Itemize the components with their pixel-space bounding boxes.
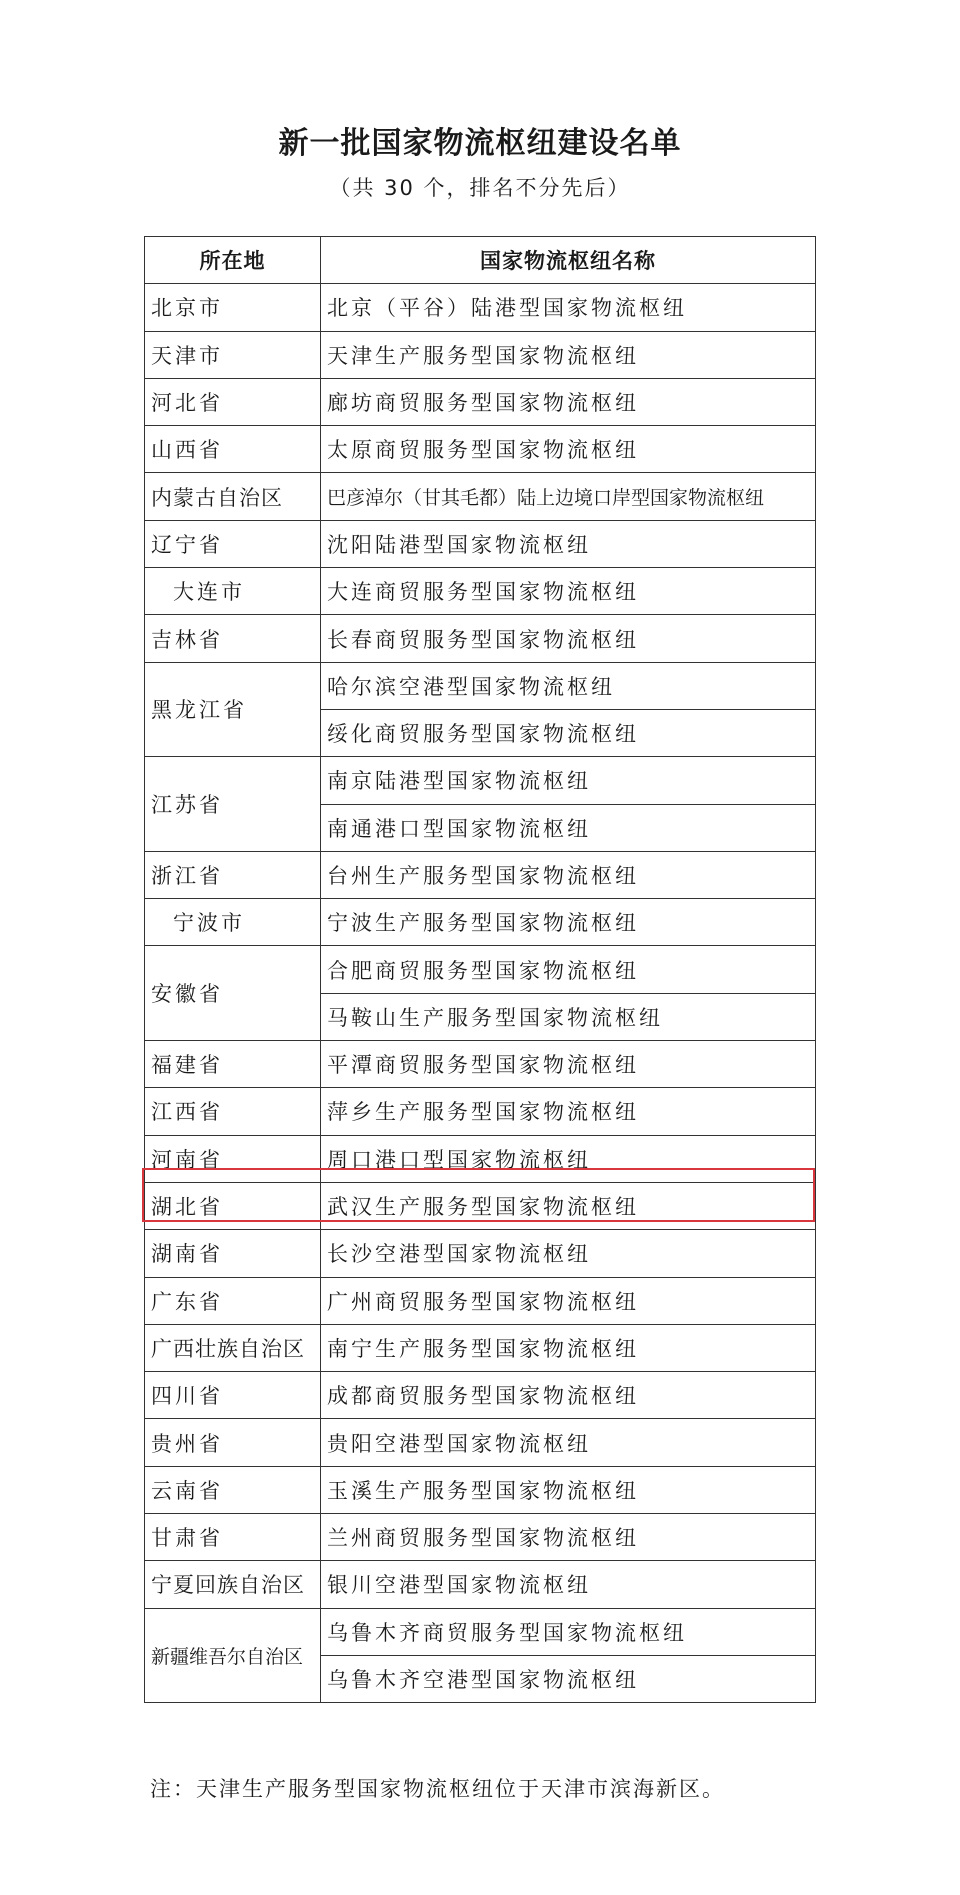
hub-name-cell: 天津生产服务型国家物流枢纽 <box>321 331 816 378</box>
hub-name-cell: 银川空港型国家物流枢纽 <box>321 1561 816 1608</box>
table-row <box>145 1277 816 1324</box>
location-cell: 四川省 <box>145 1372 321 1419</box>
hub-name-cell: 萍乡生产服务型国家物流枢纽 <box>321 1088 816 1135</box>
location-cell: 宁波市 <box>145 899 321 946</box>
table-row <box>145 1608 816 1655</box>
header-hub-name: 国家物流枢纽名称 <box>321 237 816 284</box>
hub-name-cell: 北京（平谷）陆港型国家物流枢纽 <box>321 284 816 331</box>
table-row <box>145 1182 816 1229</box>
hub-name-cell: 巴彦淖尔（甘其毛都）陆上边境口岸型国家物流枢纽 <box>321 473 816 520</box>
hub-name-cell: 哈尔滨空港型国家物流枢纽 <box>321 662 816 709</box>
table-row <box>145 520 816 567</box>
table-row <box>145 473 816 520</box>
location-cell: 福建省 <box>145 1041 321 1088</box>
table-row <box>145 378 816 425</box>
table-row <box>145 757 816 804</box>
table-row <box>145 331 816 378</box>
hub-name-cell: 玉溪生产服务型国家物流枢纽 <box>321 1466 816 1513</box>
hub-name-cell: 南京陆港型国家物流枢纽 <box>321 757 816 804</box>
table-row <box>145 1324 816 1371</box>
hub-name-cell: 长春商贸服务型国家物流枢纽 <box>321 615 816 662</box>
location-cell: 天津市 <box>145 331 321 378</box>
table-row-highlighted <box>145 1135 816 1182</box>
hub-name-cell: 绥化商贸服务型国家物流枢纽 <box>321 709 816 756</box>
hub-name-cell: 兰州商贸服务型国家物流枢纽 <box>321 1514 816 1561</box>
header-location: 所在地 <box>145 237 321 284</box>
location-cell: 浙江省 <box>145 851 321 898</box>
hub-name-cell: 成都商贸服务型国家物流枢纽 <box>321 1372 816 1419</box>
table-header-row <box>145 237 816 284</box>
location-cell: 湖南省 <box>145 1230 321 1277</box>
location-cell: 吉林省 <box>145 615 321 662</box>
hub-name-cell: 大连商贸服务型国家物流枢纽 <box>321 568 816 615</box>
page-title: 新一批国家物流枢纽建设名单 <box>278 126 682 161</box>
hub-name-cell: 广州商贸服务型国家物流枢纽 <box>321 1277 816 1324</box>
table-row <box>145 1561 816 1608</box>
location-cell: 北京市 <box>145 284 321 331</box>
table-row <box>145 851 816 898</box>
location-cell: 云南省 <box>145 1466 321 1513</box>
hub-name-cell: 南宁生产服务型国家物流枢纽 <box>321 1324 816 1371</box>
location-cell: 辽宁省 <box>145 520 321 567</box>
hub-name-cell: 合肥商贸服务型国家物流枢纽 <box>321 946 816 993</box>
table-row <box>145 1419 816 1466</box>
location-cell: 湖北省 <box>145 1182 321 1229</box>
hub-name-cell: 宁波生产服务型国家物流枢纽 <box>321 899 816 946</box>
location-cell: 广西壮族自治区 <box>145 1324 321 1371</box>
table-row <box>145 662 816 709</box>
table-row <box>145 1514 816 1561</box>
hub-name-cell: 廊坊商贸服务型国家物流枢纽 <box>321 378 816 425</box>
footnote: 注：天津生产服务型国家物流枢纽位于天津市滨海新区。 <box>150 1777 725 1801</box>
location-cell: 河北省 <box>145 378 321 425</box>
location-cell: 内蒙古自治区 <box>145 473 321 520</box>
location-cell: 宁夏回族自治区 <box>145 1561 321 1608</box>
table-row <box>145 899 816 946</box>
logistics-hub-table <box>144 236 816 1703</box>
location-cell: 新疆维吾尔自治区 <box>145 1608 321 1703</box>
hub-name-cell: 太原商贸服务型国家物流枢纽 <box>321 426 816 473</box>
location-cell: 贵州省 <box>145 1419 321 1466</box>
table-row <box>145 1230 816 1277</box>
hub-name-cell: 贵阳空港型国家物流枢纽 <box>321 1419 816 1466</box>
location-cell: 江苏省 <box>145 757 321 852</box>
hub-name-cell: 乌鲁木齐空港型国家物流枢纽 <box>321 1655 816 1702</box>
hub-name-cell: 沈阳陆港型国家物流枢纽 <box>321 520 816 567</box>
location-cell: 大连市 <box>145 568 321 615</box>
location-cell: 安徽省 <box>145 946 321 1041</box>
table-row <box>145 615 816 662</box>
location-cell: 河南省 <box>145 1135 321 1182</box>
hub-name-cell: 南通港口型国家物流枢纽 <box>321 804 816 851</box>
page-subtitle: （共 30 个，排名不分先后） <box>329 176 631 200</box>
location-cell: 山西省 <box>145 426 321 473</box>
table-row <box>145 1466 816 1513</box>
table-row <box>145 1041 816 1088</box>
hub-name-cell: 乌鲁木齐商贸服务型国家物流枢纽 <box>321 1608 816 1655</box>
hub-name-cell: 台州生产服务型国家物流枢纽 <box>321 851 816 898</box>
location-cell: 江西省 <box>145 1088 321 1135</box>
table-row <box>145 1088 816 1135</box>
location-cell: 黑龙江省 <box>145 662 321 757</box>
hub-name-cell: 平潭商贸服务型国家物流枢纽 <box>321 1041 816 1088</box>
hub-name-cell: 武汉生产服务型国家物流枢纽 <box>321 1182 816 1229</box>
location-cell: 广东省 <box>145 1277 321 1324</box>
hub-name-cell: 周口港口型国家物流枢纽 <box>321 1135 816 1182</box>
table-row <box>145 568 816 615</box>
hub-name-cell: 马鞍山生产服务型国家物流枢纽 <box>321 993 816 1040</box>
table-row <box>145 1372 816 1419</box>
hub-name-cell: 长沙空港型国家物流枢纽 <box>321 1230 816 1277</box>
table-row <box>145 946 816 993</box>
table-row <box>145 426 816 473</box>
table-row <box>145 284 816 331</box>
location-cell: 甘肃省 <box>145 1514 321 1561</box>
